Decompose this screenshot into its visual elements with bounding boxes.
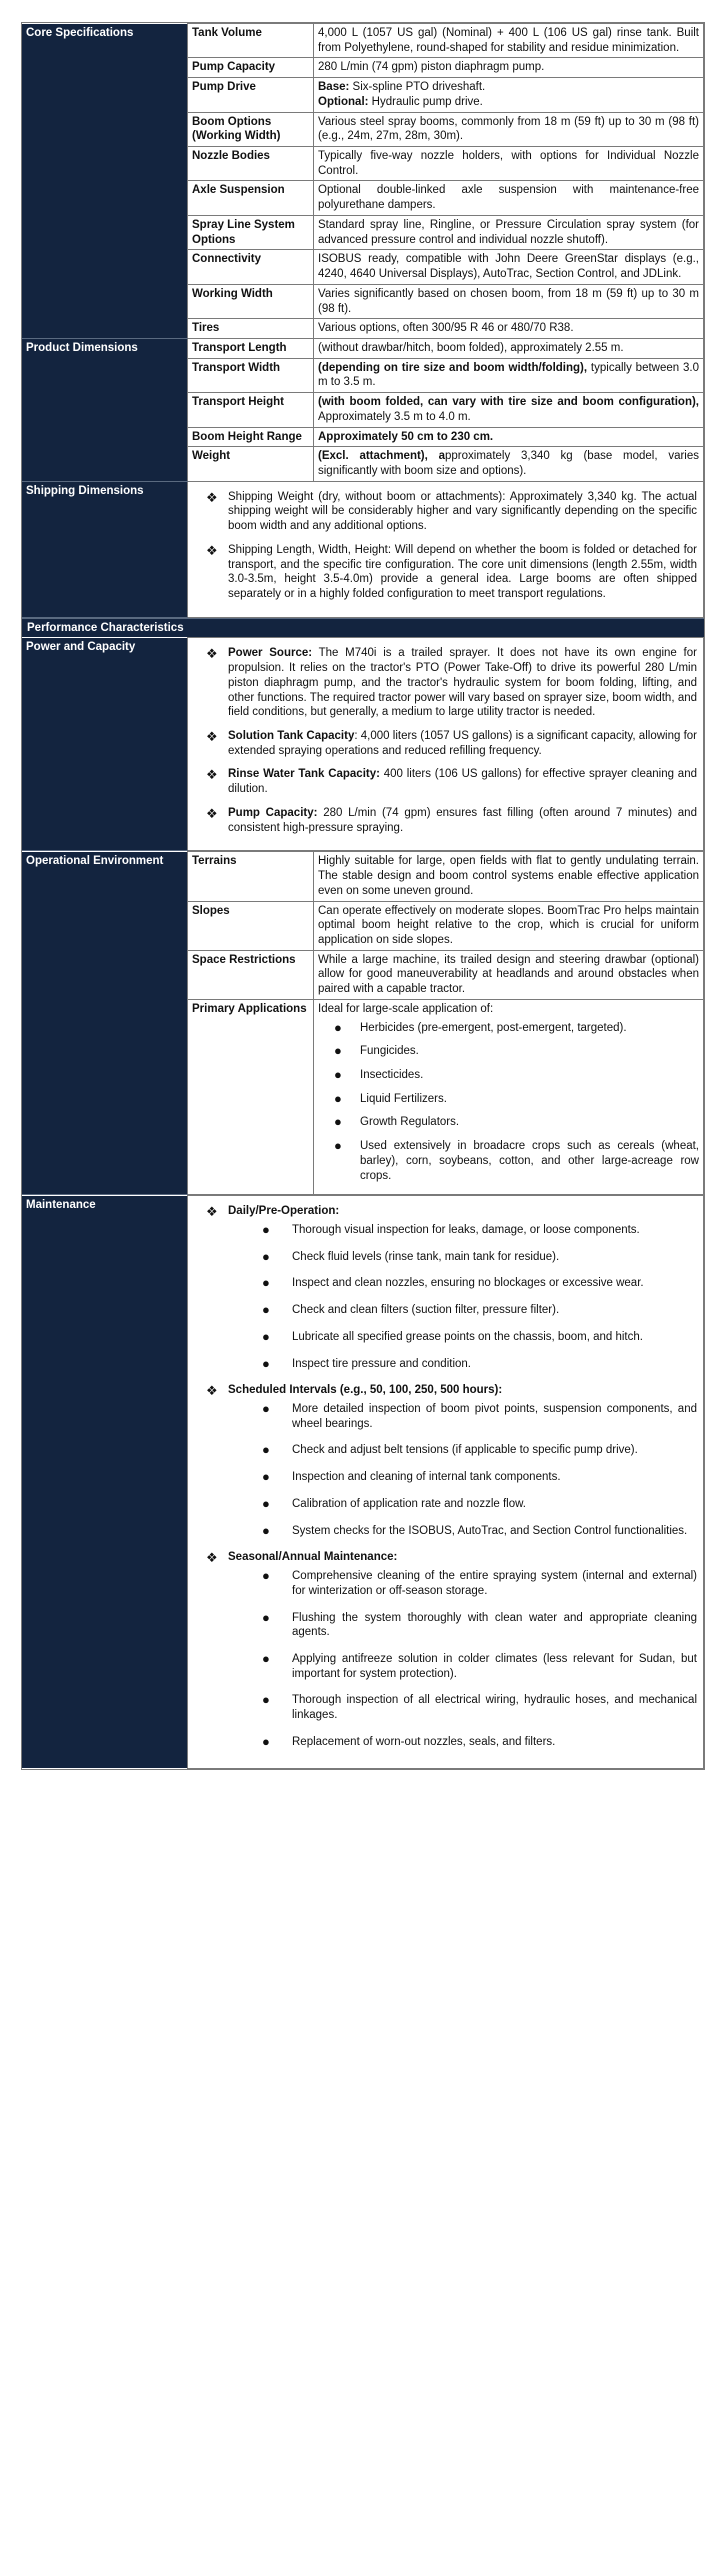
item-text: : 4,000 liters (1057 US gallons) is a significant capacity, allowing for extended spraying operations and reduced refilling frequency. [228, 730, 697, 757]
list-item [258, 1276, 697, 1291]
spec-label: Connectivity [188, 250, 314, 284]
maintenance-group [206, 1550, 697, 1749]
power-content [188, 638, 704, 851]
list-item [206, 767, 697, 796]
maintenance-content [188, 1196, 704, 1768]
list-item [258, 1402, 697, 1431]
list-item [258, 1693, 697, 1722]
spec-value-bold: (depending on tire size and boom width/folding), [318, 361, 588, 374]
performance-table [22, 637, 704, 851]
list-item [258, 1735, 697, 1750]
pump-drive-base-value: Six-spline PTO driveshaft. [349, 81, 486, 94]
task-text: Replacement of worn-out nozzles, seals, and filters. [292, 1735, 556, 1748]
spec-label: Nozzle Bodies [188, 147, 314, 181]
task-text: Check and adjust belt tensions (if applicable to specific pump drive). [292, 1444, 638, 1457]
maintenance-task-list [228, 1223, 697, 1371]
dot-bullet-icon: ● [334, 1138, 342, 1154]
maintenance-task-list [228, 1569, 697, 1749]
dot-bullet-icon: ● [262, 1609, 270, 1625]
task-text: Lubricate all specified grease points on the chassis, boom, and hitch. [292, 1330, 643, 1343]
list-item [326, 1139, 699, 1183]
task-text: Check fluid levels (rinse tank, main tank for residue). [292, 1250, 560, 1263]
spec-value: Highly suitable for large, open fields with flat to gently undulating terrain. The stable design and boom control systems enable effective application even on some uneven ground. [314, 852, 704, 901]
spec-label: Slopes [188, 901, 314, 950]
spec-value: Varies significantly based on chosen boom, from 18 m (59 ft) up to 30 m (98 ft). [314, 284, 704, 318]
diamond-bullet-icon: ❖ [206, 489, 218, 505]
maintenance-group-heading: Seasonal/Annual Maintenance: [228, 1551, 398, 1564]
list-item [258, 1250, 697, 1265]
task-text: Inspection and cleaning of internal tank components. [292, 1471, 561, 1484]
spec-label: Tires [188, 319, 314, 339]
spec-value-text: typically between 3.0 m to 3.5 m. [318, 361, 700, 389]
primary-applications-list [318, 1021, 699, 1184]
dot-bullet-icon: ● [262, 1302, 270, 1318]
spec-label: Space Restrictions [188, 950, 314, 999]
dot-bullet-icon: ● [262, 1650, 270, 1666]
spec-table [22, 23, 704, 618]
section-product-dimensions: Product Dimensions [22, 338, 188, 481]
dot-bullet-icon: ● [262, 1275, 270, 1291]
diamond-bullet-icon: ❖ [206, 1383, 218, 1399]
dot-bullet-icon: ● [262, 1469, 270, 1485]
spec-value-bold: (Excl. attachment), a [318, 450, 446, 463]
spec-value: 4,000 L (1057 US gal) (Nominal) + 400 L (106 US gal) rinse tank. Built from Polyethylene, round-shaped for stability and residue minimization. [314, 24, 704, 58]
diamond-bullet-icon: ❖ [206, 1204, 218, 1220]
spec-value: Standard spray line, Ringline, or Pressure Circulation spray system (for advanced pressure control and individual nozzle shutoff). [314, 215, 704, 249]
list-item [326, 1044, 699, 1059]
diamond-bullet-icon: ❖ [206, 805, 218, 821]
task-text: More detailed inspection of boom pivot points, suspension components, and wheel bearings. [292, 1403, 697, 1430]
list-item [258, 1357, 697, 1372]
maintenance-group-heading: Daily/Pre-Operation: [228, 1205, 340, 1218]
spec-value [314, 358, 704, 392]
spec-label: Spray Line System Options [188, 215, 314, 249]
diamond-bullet-icon: ❖ [206, 729, 218, 745]
dot-bullet-icon: ● [334, 1090, 342, 1106]
list-item [258, 1470, 697, 1485]
spec-label: Pump Capacity [188, 58, 314, 78]
application-text: Growth Regulators. [360, 1116, 460, 1129]
spec-label: Transport Length [188, 338, 314, 358]
spec-row [22, 481, 704, 617]
application-text: Liquid Fertilizers. [360, 1092, 447, 1105]
task-text: Inspect and clean nozzles, ensuring no blockages or excessive wear. [292, 1277, 644, 1290]
spec-label: Boom Height Range [188, 427, 314, 447]
task-text: Flushing the system thoroughly with clean water and appropriate cleaning agents. [292, 1611, 697, 1639]
task-text: Inspect tire pressure and condition. [292, 1357, 471, 1370]
spec-value: ISOBUS ready, compatible with John Deere GreenStar displays (e.g., 4240, 4640 Universal Displays), AutoTrac, Section Control, and JDLink. [314, 250, 704, 284]
spec-value: While a large machine, its trailed design and steering drawbar (optional) allow for good maneuverability at headlands and around obstacles when paired with a capable tractor. [314, 950, 704, 999]
application-text: Herbicides (pre-emergent, post-emergent, targeted). [360, 1021, 627, 1034]
spec-value-text: pproximately 3,340 kg (base model, varies significantly with boom size and options). [318, 450, 699, 477]
shipping-item-text: Shipping Length, Width, Height: Will depend on whether the boom is folded or detached for transport, and the specific tire configuration. The core unit dimensions (length 2.55m, width 3.0-3.5m, height 3.5-4.0m) provide a general idea. Large booms are often shipped separately or in a highly folded configuration to meet transport regulations. [228, 543, 697, 600]
spec-label: Transport Width [188, 358, 314, 392]
list-item [258, 1524, 697, 1539]
spec-label: Transport Height [188, 393, 314, 427]
item-text: 400 liters (106 US gallons) for effective sprayer cleaning and dilution. [228, 768, 697, 796]
task-text: Comprehensive cleaning of the entire spraying system (internal and external) for winterization or off-season storage. [292, 1570, 697, 1597]
dot-bullet-icon: ● [262, 1248, 270, 1264]
spec-label: Weight [188, 447, 314, 481]
dot-bullet-icon: ● [262, 1568, 270, 1584]
list-item [206, 543, 697, 602]
dot-bullet-icon: ● [262, 1733, 270, 1749]
item-label: Pump Capacity: [228, 806, 318, 819]
spec-value: Various steel spray booms, commonly from 18 m (59 ft) up to 30 m (98 ft) (e.g., 24m, 27m, 28m, 30m). [314, 112, 704, 146]
performance-characteristics-header: Performance Characteristics [22, 618, 704, 638]
list-item [258, 1303, 697, 1318]
operational-table [22, 851, 704, 1195]
spec-value [314, 999, 704, 1194]
dot-bullet-icon: ● [262, 1442, 270, 1458]
dot-bullet-icon: ● [334, 1019, 342, 1035]
spec-label: Working Width [188, 284, 314, 318]
maintenance-group [206, 1204, 697, 1371]
spec-label: Axle Suspension [188, 181, 314, 215]
diamond-bullet-icon: ❖ [206, 1550, 218, 1566]
list-item [326, 1068, 699, 1083]
maintenance-group [206, 1383, 697, 1538]
dot-bullet-icon: ● [334, 1066, 342, 1082]
task-text: Calibration of application rate and nozzle flow. [292, 1497, 526, 1510]
spec-value-text: Approximately 3.5 m to 4.0 m. [318, 410, 471, 423]
dot-bullet-icon: ● [262, 1495, 270, 1511]
dot-bullet-icon: ● [262, 1222, 270, 1237]
list-item [206, 729, 697, 758]
shipping-content [188, 481, 704, 617]
list-item [258, 1223, 697, 1238]
application-text: Fungicides. [360, 1045, 419, 1058]
task-text: System checks for the ISOBUS, AutoTrac, and Section Control functionalities. [292, 1524, 688, 1537]
section-operational-environment: Operational Environment [22, 852, 188, 1195]
pump-drive-optional-label: Optional: [318, 95, 369, 108]
item-label: Solution Tank Capacity [228, 730, 355, 743]
maintenance-table [22, 1195, 704, 1768]
application-text: Used extensively in broadacre crops such as cereals (wheat, barley), corn, soybeans, cotton, and other large-acreage row crops. [360, 1140, 699, 1182]
spec-value-bold: (with boom folded, can vary with tire size and boom configuration), [318, 396, 699, 409]
spec-label: Terrains [188, 852, 314, 901]
shipping-list [194, 490, 697, 602]
dot-bullet-icon: ● [262, 1692, 270, 1708]
list-item [258, 1443, 697, 1458]
task-text: Check and clean filters (suction filter, pressure filter). [292, 1304, 560, 1317]
section-shipping-dimensions: Shipping Dimensions [22, 481, 188, 617]
spec-value-bold: Approximately 50 cm to 230 cm. [318, 430, 494, 443]
primary-applications-intro: Ideal for large-scale application of: [318, 1002, 494, 1015]
list-item [326, 1092, 699, 1107]
maintenance-group-heading: Scheduled Intervals (e.g., 50, 100, 250, 500 hours): [228, 1384, 503, 1397]
spec-value: Optional double-linked axle suspension with maintenance-free polyurethane dampers. [314, 181, 704, 215]
diamond-bullet-icon: ❖ [206, 542, 218, 558]
diamond-bullet-icon: ❖ [206, 646, 218, 662]
spec-document [21, 22, 705, 1770]
task-text: Thorough visual inspection for leaks, damage, or loose components. [292, 1224, 640, 1236]
spec-row [22, 638, 704, 851]
application-text: Insecticides. [360, 1068, 424, 1081]
item-label: Power Source: [228, 647, 313, 660]
dot-bullet-icon: ● [334, 1114, 342, 1130]
item-text: 280 L/min (74 gpm) ensures fast filling (often around 7 minutes) and consistent high-pressure spraying. [228, 806, 697, 834]
dot-bullet-icon: ● [334, 1043, 342, 1059]
spec-value-text: (without drawbar/hitch, boom folded), approximately 2.55 m. [318, 341, 624, 354]
list-item [326, 1115, 699, 1130]
spec-row [22, 1196, 704, 1768]
maintenance-groups [194, 1204, 697, 1749]
spec-value: Various options, often 300/95 R 46 or 480/70 R38. [314, 319, 704, 339]
dot-bullet-icon: ● [262, 1522, 270, 1538]
maintenance-task-list [228, 1402, 697, 1538]
spec-value: Typically five-way nozzle holders, with options for Individual Nozzle Control. [314, 147, 704, 181]
spec-value [314, 393, 704, 427]
spec-label: Pump Drive [188, 78, 314, 112]
spec-label: Tank Volume [188, 24, 314, 58]
task-text: Applying antifreeze solution in colder climates (less relevant for Sudan, but important for system protection). [292, 1652, 697, 1680]
item-text: The M740i is a trailed sprayer. It does not have its own engine for propulsion. It relies on the tractor's PTO (Power Take-Off) to drive its powerful 280 L/min piston diaphragm pump, and the tractor's hydraulic system for boom folding, lifting, and other functions. The required tractor power will vary based on sprayer size, boom width, and field conditions, but generally, a medium to large utility tractor is needed. [228, 647, 697, 719]
list-item [258, 1652, 697, 1681]
spec-value [314, 427, 704, 447]
power-list [194, 646, 697, 835]
spec-value: Can operate effectively on moderate slopes. BoomTrac Pro helps maintain optimal boom height relative to the crop, which is crucial for uniform application on side slopes. [314, 901, 704, 950]
section-power-and-capacity: Power and Capacity [22, 638, 188, 851]
dot-bullet-icon: ● [262, 1355, 270, 1371]
list-item [258, 1497, 697, 1512]
list-item [326, 1021, 699, 1036]
list-item [206, 806, 697, 835]
spec-row [22, 24, 704, 58]
spec-value [314, 447, 704, 481]
dot-bullet-icon: ● [262, 1401, 270, 1417]
spec-row [22, 852, 704, 901]
list-item [206, 646, 697, 720]
section-core-specifications: Core Specifications [22, 24, 188, 339]
list-item [206, 490, 697, 534]
list-item [258, 1330, 697, 1345]
pump-drive-optional-value: Hydraulic pump drive. [368, 95, 483, 108]
dot-bullet-icon: ● [262, 1328, 270, 1344]
list-item [258, 1569, 697, 1598]
task-text: Thorough inspection of all electrical wiring, hydraulic hoses, and mechanical linkages. [292, 1694, 697, 1722]
section-maintenance: Maintenance [22, 1196, 188, 1768]
diamond-bullet-icon: ❖ [206, 767, 218, 783]
item-label: Rinse Water Tank Capacity: [228, 768, 380, 781]
spec-row [22, 338, 704, 358]
pump-drive-base-label: Base: [318, 81, 350, 94]
list-item [258, 1611, 697, 1640]
spec-value: 280 L/min (74 gpm) piston diaphragm pump. [314, 58, 704, 78]
spec-value [314, 338, 704, 358]
shipping-item-text: Shipping Weight (dry, without boom or attachments): Approximately 3,340 kg. The actual shipping weight will be considerably higher and vary significantly depending on the specific boom width and any additional options. [228, 490, 697, 533]
spec-label: Boom Options (Working Width) [188, 112, 314, 146]
spec-label: Primary Applications [188, 999, 314, 1194]
spec-value [314, 78, 704, 112]
